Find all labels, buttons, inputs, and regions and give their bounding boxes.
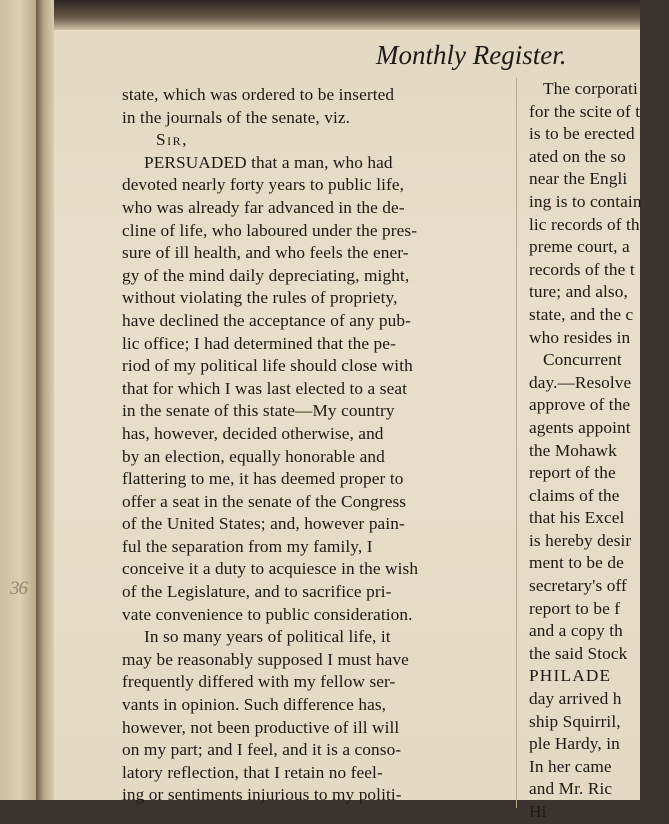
- text-line: frequently differed with my fellow ser-: [122, 672, 396, 692]
- text-line: report of the: [529, 463, 616, 483]
- text-line: near the Engli: [529, 169, 628, 189]
- text-line: secretary's off: [529, 576, 627, 596]
- text-line: ated on the so: [529, 146, 626, 166]
- text-line: in the journals of the senate, viz.: [122, 107, 351, 127]
- right-column-text: [516, 78, 669, 821]
- text-line: that his Excel: [529, 508, 625, 528]
- text-line: gy of the mind daily depreciating, might,: [122, 265, 410, 285]
- text-line: devoted nearly forty years to public life,: [122, 175, 405, 195]
- text-line: ship Squirril,: [529, 711, 621, 731]
- text-line: offer a seat in the senate of the Congress: [122, 491, 407, 511]
- text-line: state, and the c: [529, 304, 634, 324]
- text-line: has, however, decided otherwise, and: [122, 423, 384, 443]
- running-head: Monthly Register.: [376, 40, 567, 70]
- text-line: who was already far advanced in the de-: [122, 197, 405, 217]
- text-line: have declined the acceptance of any pub-: [122, 310, 411, 330]
- text-line: riod of my political life should close with: [122, 356, 413, 376]
- text-line: The corporati: [543, 79, 638, 98]
- text-line: and Mr. Ric: [529, 779, 613, 799]
- text-line: in the senate of this state—My country: [122, 401, 395, 421]
- text-line: In her came: [529, 756, 612, 776]
- text-line: is hereby desir: [529, 530, 632, 550]
- text-line: state, which was ordered to be inserted: [122, 85, 395, 104]
- book-gutter: [36, 0, 54, 800]
- text-line: ple Hardy, in: [529, 734, 620, 754]
- text-line: and a copy th: [529, 621, 623, 641]
- margin-note: 36: [10, 578, 27, 599]
- text-line: In so many years of political life, it: [144, 627, 391, 647]
- page-top-shadow: [54, 0, 640, 30]
- left-column-text: [122, 84, 542, 807]
- text-line: vate convenience to public consideration.: [122, 604, 413, 624]
- text-line: ing or sentiments injurious to my politi-: [122, 785, 402, 805]
- text-line: of the Legislature, and to sacrifice pri-: [122, 582, 392, 602]
- text-line: cline of life, who laboured under the pres-: [122, 220, 418, 240]
- text-line: Concurrent: [543, 350, 622, 370]
- text-line: lic office; I had determined that the pe-: [122, 333, 396, 353]
- text-line: may be reasonably supposed I must have: [122, 649, 409, 669]
- text-line: ture; and also,: [529, 282, 628, 302]
- text-line: PERSUADED that a man, who had: [144, 152, 393, 172]
- text-line: lic records of th: [529, 214, 640, 234]
- text-line: is to be erected: [529, 124, 635, 144]
- text-line: on my part; and I feel, and it is a conso-: [122, 740, 402, 760]
- text-line: conceive it a duty to acquiesce in the wish: [122, 559, 419, 579]
- text-line: of the United States; and, however pain-: [122, 514, 405, 534]
- text-line: the Mohawk: [529, 440, 617, 460]
- text-line: Sir,: [156, 130, 188, 150]
- text-line: the said Stock: [529, 643, 628, 663]
- text-line: however, not been productive of ill will: [122, 717, 400, 737]
- text-line: ing is to contain: [529, 191, 642, 211]
- text-line: for the scite of t: [529, 101, 641, 121]
- text-line: that for which I was last elected to a seat: [122, 378, 408, 398]
- text-line: sure of ill health, and who feels the ener-: [122, 243, 409, 263]
- newspaper-page: [54, 0, 642, 821]
- text-line: who resides in: [529, 327, 631, 347]
- text-line: without violating the rules of propriety,: [122, 288, 398, 308]
- text-line: agents appoint: [529, 417, 631, 437]
- text-line: PHILADE: [529, 666, 612, 686]
- text-line: latory reflection, that I retain no feel-: [122, 762, 383, 782]
- text-line: flattering to me, it has deemed proper to: [122, 469, 404, 489]
- text-line: vants in opinion. Such difference has,: [122, 695, 387, 715]
- text-line: claims of the: [529, 485, 620, 505]
- text-line: ful the separation from my family, I: [122, 536, 373, 556]
- text-line: report to be f: [529, 598, 621, 618]
- text-line: day.—Resolve: [529, 372, 632, 392]
- text-line: ment to be de: [529, 553, 624, 573]
- text-line: records of the t: [529, 259, 635, 279]
- text-line: day arrived h: [529, 689, 622, 709]
- text-line: Hi: [529, 802, 547, 821]
- facing-page-edge: [0, 0, 36, 800]
- text-line: by an election, equally honorable and: [122, 446, 385, 466]
- text-line: preme court, a: [529, 237, 630, 257]
- text-line: approve of the: [529, 395, 631, 415]
